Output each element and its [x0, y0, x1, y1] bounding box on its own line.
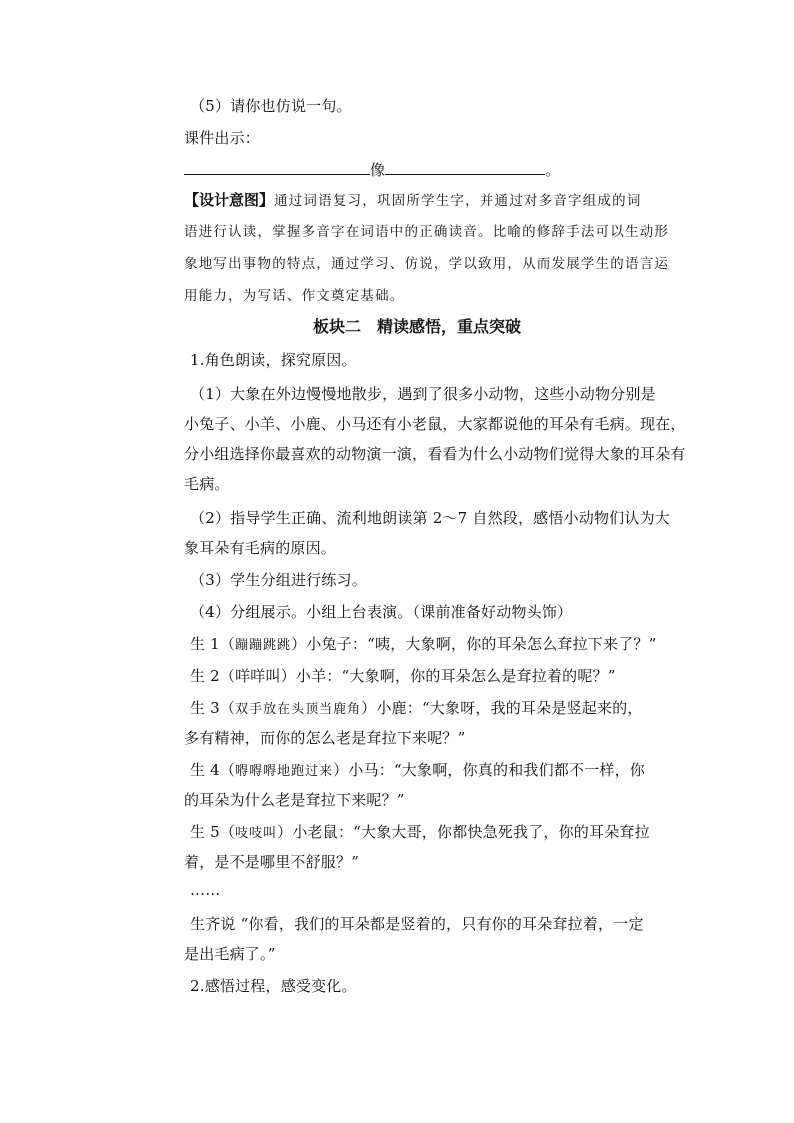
student-3-prefix: 生 3（	[190, 699, 236, 717]
student-5-line-2: 着，是不是哪里不舒服？”	[184, 853, 360, 871]
blank-end-mark: 。	[545, 161, 561, 179]
blank-left	[184, 160, 370, 175]
student-5-action: 吱吱叫	[235, 826, 278, 841]
student-3-action: 双手放在头顶当鹿角	[235, 702, 362, 717]
student-1-speech: ）小兔子：“咦，大象啊，你的耳朵怎么耷拉下来了？”	[291, 635, 657, 653]
student-3-line-1	[190, 698, 643, 720]
blank-connector: 像	[370, 161, 386, 179]
student-4-speech: ）小马：“大象啊，你真的和我们都不一样，你	[333, 761, 646, 779]
student-5-line-1	[190, 822, 650, 844]
step-1-item-1-line-1: （1）大象在外边慢慢地散步，遇到了很多小动物，这些小动物分别是	[190, 385, 656, 403]
design-intent-label: 【设计意图】	[184, 191, 275, 209]
chorus-line-2: 是出毛病了。”	[184, 945, 276, 963]
student-1-line	[190, 634, 656, 656]
step-1-item-2-line-2: 象耳朵有毛病的原因。	[184, 539, 337, 557]
step-1-item-1-line-2: 小兔子、小羊、小鹿、小马还有小老鼠，大家都说他的耳朵有毛病。现在，	[184, 415, 686, 433]
design-intent-line-2: 语进行认读，掌握多音字在词语中的正确读音。比喻的修辞手法可以生动形	[184, 224, 670, 240]
step-1-item-1-line-4: 毛病。	[184, 475, 230, 493]
student-4-line-1	[190, 760, 645, 782]
imitation-prompt: （5）请你也仿说一句。	[190, 97, 352, 115]
step-1-item-4: （4）分组展示。小组上台表演。（课前准备好动物头饰）	[190, 603, 573, 621]
ellipsis: ……	[190, 881, 221, 899]
student-4-line-2: 的耳朵为什么老是耷拉下来呢？”	[184, 791, 405, 809]
section-heading: 板块二 精读感悟，重点突破	[312, 317, 521, 336]
step-2-title: 2.感悟过程，感受变化。	[190, 977, 357, 995]
student-3-line-2: 多有精神，而你的怎么老是耷拉下来呢？”	[184, 729, 466, 747]
design-intent-line-4: 用能力，为写话、作文奠定基础。	[184, 288, 405, 304]
student-3-speech: ）小鹿：“大象呀，我的耳朵是竖起来的，	[361, 699, 643, 717]
fill-in-blank-line	[184, 160, 560, 180]
student-5-prefix: 生 5（	[190, 823, 236, 841]
chorus-line-1: 生齐说 “你看，我们的耳朵都是竖着的，只有你的耳朵耷拉着，一定	[190, 915, 644, 933]
design-intent-line-1	[184, 190, 642, 211]
step-1-item-1-line-3: 分小组选择你最喜欢的动物演一演，看看为什么小动物们觉得大象的耳朵有	[184, 445, 686, 463]
student-4-prefix: 生 4（	[190, 761, 236, 779]
step-1-title: 1.角色朗读，探究原因。	[190, 351, 357, 369]
student-2-line: 生 2（咩咩叫）小羊：“大象啊，你的耳朵怎么是耷拉着的呢？”	[190, 667, 616, 685]
design-intent-text-1: 通过词语复习，巩固所学生字，并通过对多音字组成的词	[274, 193, 642, 209]
design-intent-line-3: 象地写出事物的特点，通过学习、仿说，学以致用，从而发展学生的语言运	[184, 256, 670, 272]
step-1-item-2-line-1: （2）指导学生正确、流利地朗读第 2～7 自然段，感悟小动物们认为大	[190, 509, 670, 527]
blank-right	[385, 160, 545, 175]
courseware-label: 课件出示：	[184, 129, 261, 147]
student-5-speech: ）小老鼠：“大象大哥，你都快急死我了，你的耳朵耷拉	[277, 823, 650, 841]
student-1-prefix: 生 1（	[190, 635, 236, 653]
step-1-item-3: （3）学生分组进行练习。	[190, 571, 367, 589]
student-4-action: 嘚嘚嘚地跑过来	[235, 764, 334, 779]
student-1-action: 蹦蹦跳跳	[235, 638, 292, 653]
